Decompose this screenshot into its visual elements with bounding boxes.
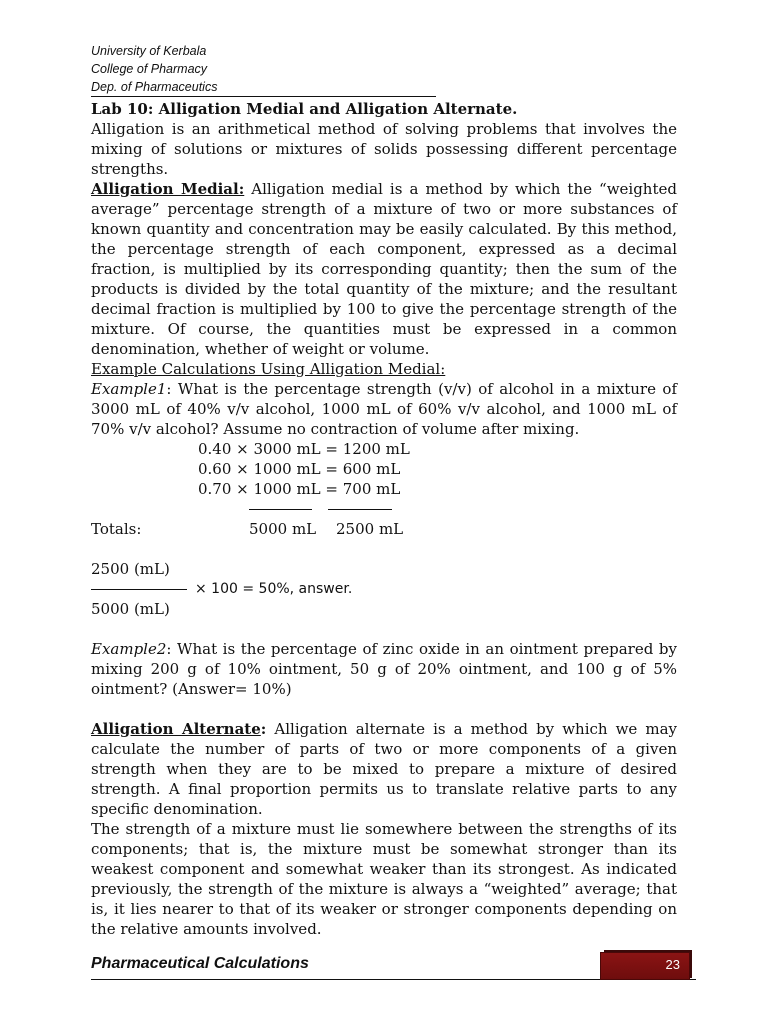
- calc-line-text: 0.60 × 1000 mL = 600 mL: [198, 460, 401, 478]
- fraction-denominator: 5000 (mL): [91, 600, 170, 618]
- fraction-bar: [91, 589, 187, 590]
- examples-heading: Example Calculations Using Alligation Medial:: [91, 360, 446, 378]
- header-college: College of Pharmacy: [91, 62, 208, 76]
- totals-label: Totals:: [91, 520, 142, 538]
- calc-line: [91, 439, 677, 459]
- spacer: [91, 699, 677, 719]
- example1-text: : What is the percentage strength (v/v) of alcohol in a mixture of 3000 mL of 40% v/v alcohol, 1000 mL of 60% v/v alcohol, and 1000 mL of 70% v/v alcohol? Assume no contraction of volume after mixing.: [91, 380, 677, 438]
- calc-line-text: 0.70 × 1000 mL = 700 mL: [198, 480, 401, 498]
- alligation-alternate-text: Alligation alternate is a method by which we may calculate the number of parts of two or more components of a given strength when they are to be mixed to prepare a mixture of desired strength. A final proportion permits us to translate relative parts to any specific denomination.: [91, 720, 677, 818]
- header-university: University of Kerbala: [91, 44, 207, 58]
- header-department: Dep. of Pharmaceutics: [91, 78, 436, 97]
- alligation-alternate-paragraph: [91, 719, 677, 819]
- example2-label: Example2: [91, 640, 167, 658]
- example1-paragraph: [91, 379, 677, 439]
- alligation-alternate-label: Alligation Alternate: [91, 720, 261, 738]
- closing-paragraph: The strength of a mixture must lie somewhere between the strengths of its components; that is, the mixture must be somewhat stronger than its weakest component and somewhat weaker than its strongest. As indicated previously, the strength of the mixture is always a “weighted” average; that is, it lies nearer to that of its weaker or stronger components depending on the relative amounts involved.: [91, 820, 677, 938]
- totals-row: [91, 519, 677, 539]
- sum-rule-alcohol: [328, 509, 392, 510]
- alligation-alternate-colon: :: [260, 720, 267, 738]
- example2-paragraph: [91, 639, 677, 699]
- calc-line: [91, 479, 677, 499]
- sum-rule-volume: [249, 509, 312, 510]
- calc-line-text: 0.40 × 3000 mL = 1200 mL: [198, 440, 410, 458]
- footer-book-title: Pharmaceutical Calculations: [91, 955, 309, 972]
- fraction-line-row: [91, 579, 677, 599]
- calc-line: [91, 459, 677, 479]
- document-page: [91, 42, 677, 939]
- alligation-medial-paragraph: [91, 179, 677, 359]
- page-number-badge: [600, 946, 696, 982]
- fraction-numerator: 2500 (mL): [91, 560, 170, 578]
- sum-rules: [91, 499, 677, 519]
- fraction-result: × 100 = 50%, answer.: [195, 581, 353, 597]
- alligation-medial-label: Alligation Medial:: [91, 180, 245, 198]
- lab-title: Lab 10: Alligation Medial and Alligation Alternate.: [91, 100, 518, 118]
- total-alcohol: 2500 mL: [336, 520, 404, 538]
- document-body: [91, 99, 677, 939]
- example2-text: : What is the percentage of zinc oxide in an ointment prepared by mixing 200 g of 10% ointment, 50 g of 20% ointment, and 100 g of 5% ointment? (Answer= 10%): [91, 640, 677, 698]
- example1-label: Example1: [91, 380, 167, 398]
- spacer: [91, 619, 677, 639]
- intro-paragraph: Alligation is an arithmetical method of solving problems that involves the mixing of solutions or mixtures of solids possessing different percentage strengths.: [91, 120, 677, 178]
- alligation-medial-text: Alligation medial is a method by which the “weighted average” percentage strength of a mixture of two or more substances of known quantity and concentration may be easily calculated. By this method, the percentage strength of each component, expressed as a decimal fraction, is multiplied by its corresponding quantity; then the sum of the products is divided by the total quantity of the mixture; and the resultant decimal fraction is multiplied by 100 to give the percentage strength of the mixture. Of course, the quantities must be expressed in a common denomination, whether of weight or volume.: [91, 180, 677, 358]
- spacer: [91, 539, 677, 559]
- total-volume: 5000 mL: [249, 520, 317, 538]
- page-header: [91, 42, 677, 97]
- page-number: 23: [665, 957, 680, 972]
